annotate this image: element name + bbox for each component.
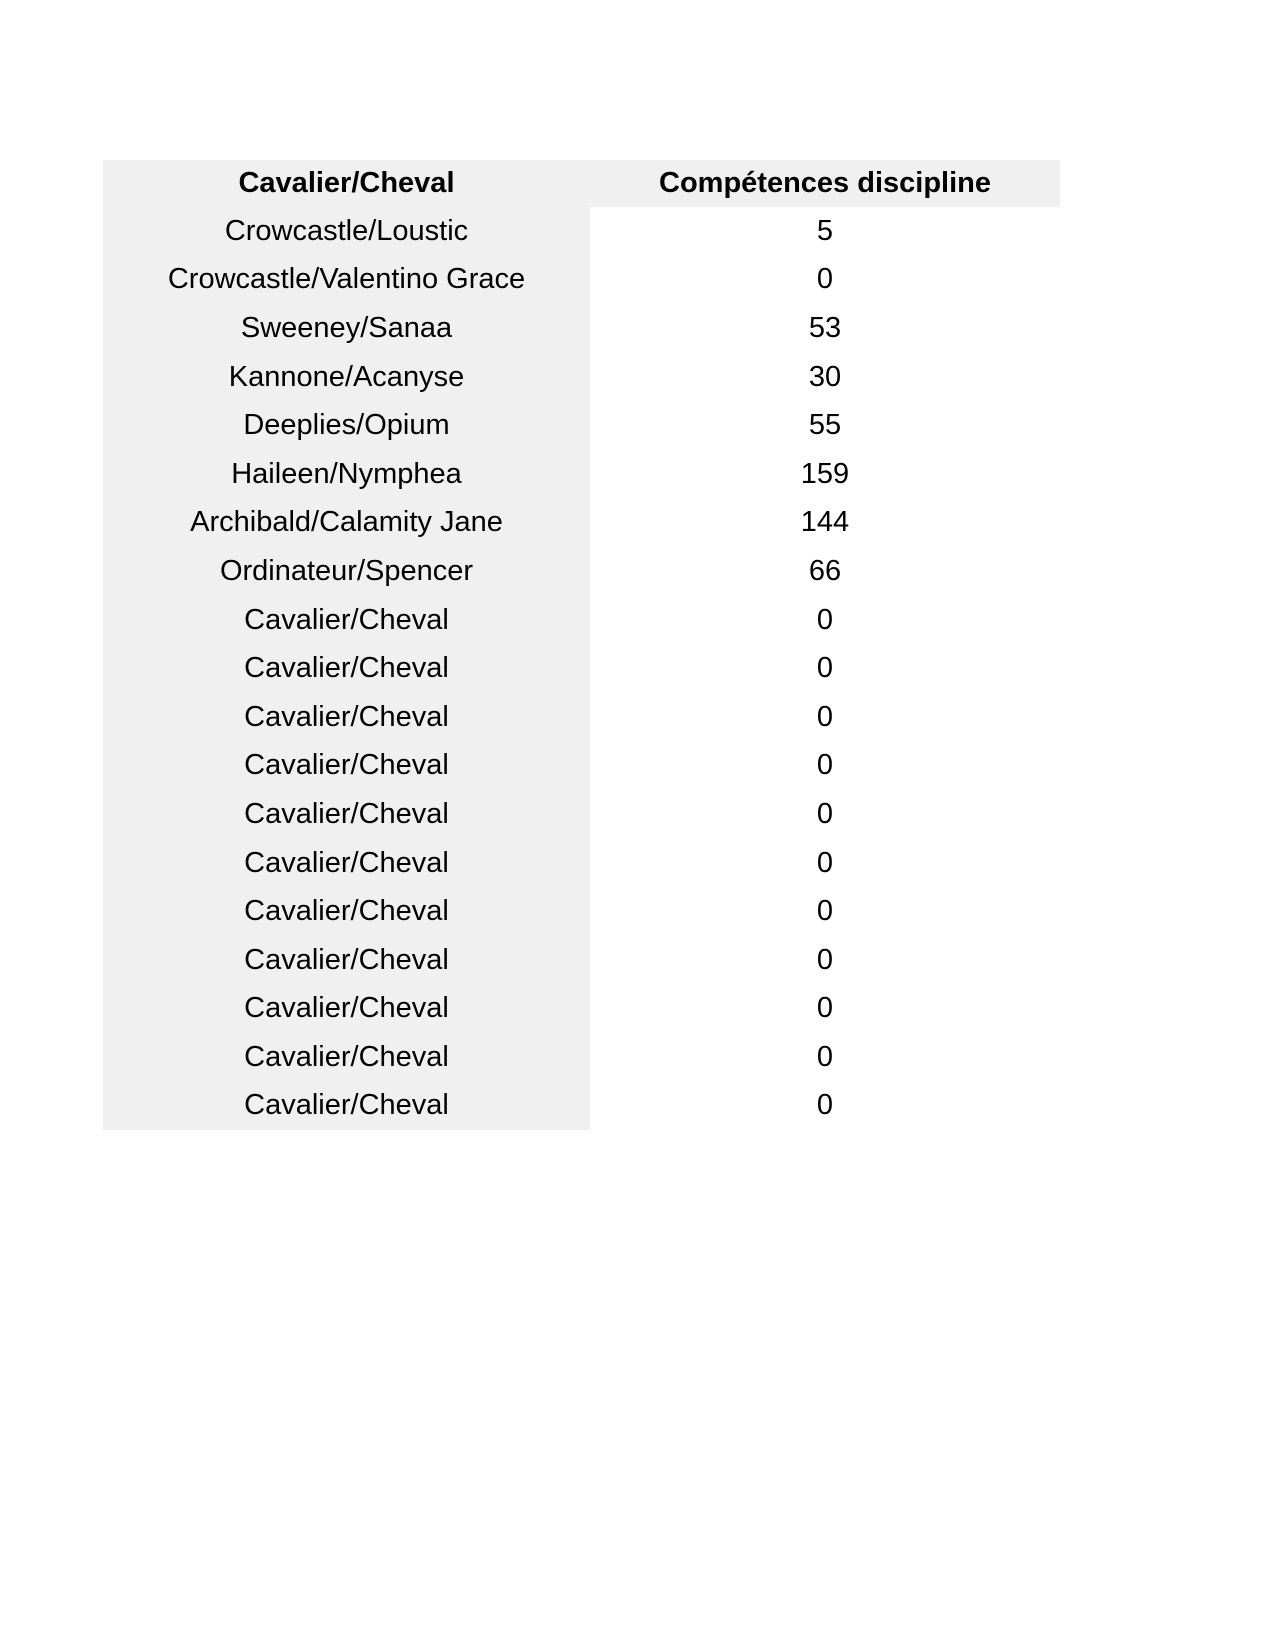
score-cell: 66 <box>590 547 1060 596</box>
pair-cell: Archibald/Calamity Jane <box>103 499 590 548</box>
pair-cell: Cavalier/Cheval <box>103 644 590 693</box>
pair-cell: Ordinateur/Spencer <box>103 547 590 596</box>
header-competences-discipline: Compétences discipline <box>590 160 1060 207</box>
score-cell: 0 <box>590 1033 1060 1082</box>
table-row <box>103 304 1060 353</box>
pair-cell: Cavalier/Cheval <box>103 839 590 888</box>
pair-cell: Cavalier/Cheval <box>103 887 590 936</box>
score-cell: 0 <box>590 936 1060 985</box>
score-cell: 0 <box>590 985 1060 1034</box>
score-cell: 144 <box>590 499 1060 548</box>
pair-cell: Crowcastle/Loustic <box>103 207 590 256</box>
table-header-row <box>103 160 1060 207</box>
table-row <box>103 450 1060 499</box>
pair-cell: Cavalier/Cheval <box>103 985 590 1034</box>
score-cell: 0 <box>590 742 1060 791</box>
score-cell: 55 <box>590 401 1060 450</box>
pair-cell: Kannone/Acanyse <box>103 353 590 402</box>
pair-cell: Cavalier/Cheval <box>103 790 590 839</box>
pair-cell: Crowcastle/Valentino Grace <box>103 256 590 305</box>
table-row <box>103 207 1060 256</box>
table-row <box>103 936 1060 985</box>
pair-cell: Haileen/Nymphea <box>103 450 590 499</box>
table-row <box>103 839 1060 888</box>
score-cell: 5 <box>590 207 1060 256</box>
pair-cell: Cavalier/Cheval <box>103 1033 590 1082</box>
score-cell: 53 <box>590 304 1060 353</box>
table-row <box>103 887 1060 936</box>
pair-cell: Deeplies/Opium <box>103 401 590 450</box>
table-row <box>103 742 1060 791</box>
score-cell: 30 <box>590 353 1060 402</box>
table-row <box>103 547 1060 596</box>
score-cell: 0 <box>590 256 1060 305</box>
table-row <box>103 596 1060 645</box>
pair-cell: Cavalier/Cheval <box>103 596 590 645</box>
header-cavalier-cheval: Cavalier/Cheval <box>103 160 590 207</box>
table-row <box>103 1082 1060 1131</box>
table-row <box>103 1033 1060 1082</box>
table-row <box>103 985 1060 1034</box>
pair-cell: Cavalier/Cheval <box>103 936 590 985</box>
score-cell: 0 <box>590 839 1060 888</box>
competences-table <box>103 160 1060 1130</box>
table-body <box>103 207 1060 1130</box>
table-row <box>103 256 1060 305</box>
table-row <box>103 693 1060 742</box>
score-cell: 0 <box>590 790 1060 839</box>
table-row <box>103 401 1060 450</box>
score-cell: 0 <box>590 887 1060 936</box>
score-cell: 0 <box>590 644 1060 693</box>
score-cell: 0 <box>590 693 1060 742</box>
pair-cell: Cavalier/Cheval <box>103 693 590 742</box>
table-row <box>103 353 1060 402</box>
pair-cell: Cavalier/Cheval <box>103 742 590 791</box>
pair-cell: Cavalier/Cheval <box>103 1082 590 1131</box>
score-cell: 0 <box>590 596 1060 645</box>
pair-cell: Sweeney/Sanaa <box>103 304 590 353</box>
score-cell: 159 <box>590 450 1060 499</box>
score-cell: 0 <box>590 1082 1060 1131</box>
table-row <box>103 790 1060 839</box>
table-row <box>103 644 1060 693</box>
table-row <box>103 499 1060 548</box>
